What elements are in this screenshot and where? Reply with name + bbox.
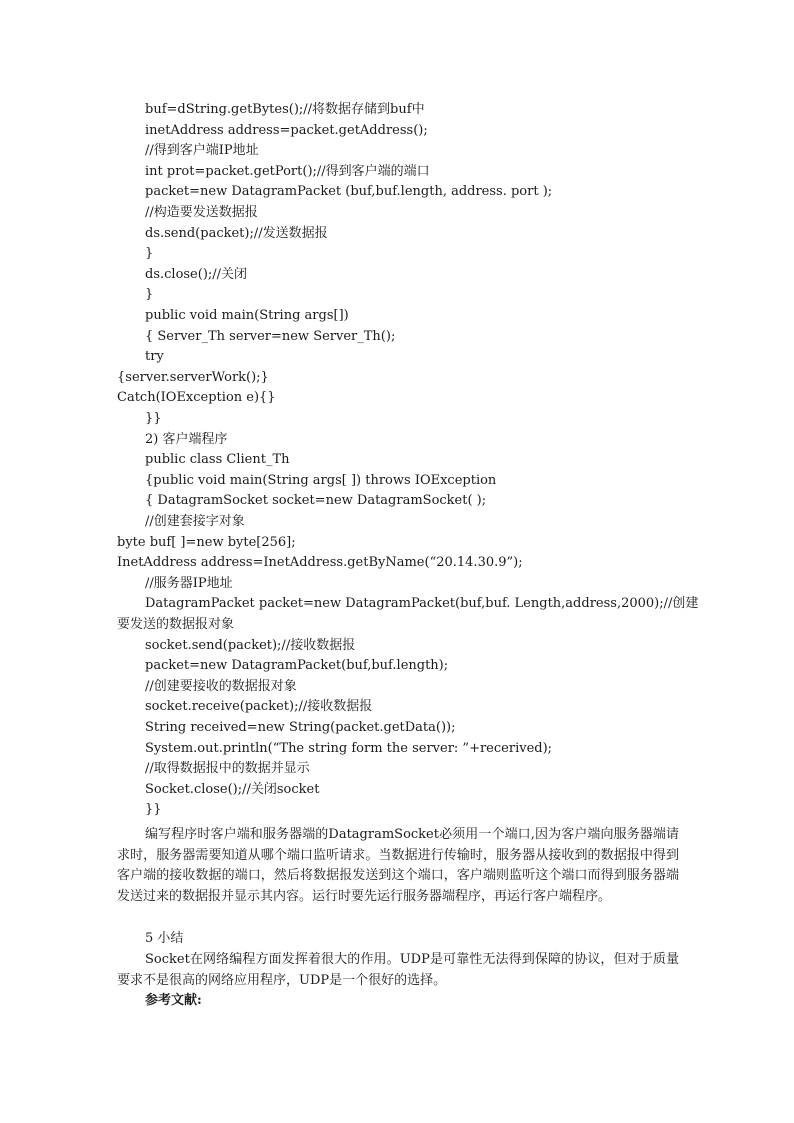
code-line: } — [145, 287, 154, 303]
code-line: 要发送的数据报对象 — [117, 617, 235, 632]
paragraph-summary: Socket在网络编程方面发挥着很大的作用。UDP是可靠性无法得到保障的协议，但对于质量要求不是很高的网络应用程序，UDP是一个很好的选择。 — [117, 952, 679, 988]
code-line: }} — [145, 411, 162, 426]
references-heading: 参考文献: — [145, 993, 202, 1008]
code-line: ds.close();//关闭 — [145, 266, 248, 282]
code-line: byte buf[ ]=new byte[256]; — [117, 534, 296, 550]
code-line: DatagramPacket packet=new DatagramPacket(buf,buf. Length,address,2000);//创建 — [145, 596, 699, 612]
paragraph-explanation: 编写程序时客户端和服务器端的DatagramSocket必须用一个端口,因为客户端向服务器端请求时，服务器需要知道从哪个端口监听请求。当数据进行传输时，服务器从接收到的数据报中得到客户端的接收数据的端口，然后将数据报发送到这个端口，客户端则监听这个端口而得到服务器端发送过来的数据报并显示其内容。运行时要先运行服务器端程序，再运行客户端程序。 — [117, 827, 679, 904]
code-line: public class Client_Th — [145, 452, 290, 468]
code-line: int prot=packet.getPort();//得到客户端的端口 — [145, 163, 430, 179]
code-line: //取得数据报中的数据并显示 — [145, 761, 310, 777]
code-line: //创建要接收的数据报对象 — [145, 678, 297, 694]
code-line: { Server_Th server=new Server_Th(); — [145, 328, 396, 344]
code-line: { DatagramSocket socket=new DatagramSocket( ); — [145, 493, 487, 509]
code-line: buf=dString.getBytes();//将数据存储到buf中 — [145, 102, 425, 117]
code-line: }} — [145, 802, 162, 818]
code-line: socket.receive(packet);//接收数据报 — [145, 699, 373, 715]
code-line: InetAddress address=InetAddress.getByName(“20.14.30.9”); — [117, 555, 523, 571]
code-line: try — [145, 349, 164, 365]
code-line: {server.serverWork();} — [117, 369, 269, 385]
code-line: {public void main(String args[ ]) throws IOException — [145, 472, 497, 488]
code-line: //得到客户端IP地址 — [145, 143, 259, 159]
section-heading-summary: 5 小结 — [145, 931, 184, 946]
code-line: inetAddress address=packet.getAddress(); — [145, 122, 428, 138]
code-line: } — [145, 246, 154, 262]
code-line: packet=new DatagramPacket (buf,buf.length, address. port ); — [145, 184, 553, 200]
code-line: public void main(String args[]) — [145, 308, 349, 323]
code-line: Socket.close();//关闭socket — [145, 781, 320, 797]
code-line: socket.send(packet);//接收数据报 — [145, 637, 356, 653]
code-line: ds.send(packet);//发送数据报 — [145, 225, 328, 241]
code-line: //服务器IP地址 — [145, 575, 233, 591]
code-line: Catch(IOException e){} — [117, 390, 276, 406]
code-line: System.out.println(“The string form the server: ”+recerived); — [145, 740, 553, 756]
code-line: packet=new DatagramPacket(buf,buf.length); — [145, 658, 449, 674]
code-line: 2) 客户端程序 — [145, 431, 228, 447]
code-line: //构造要发送数据报 — [145, 205, 258, 220]
code-line: //创建套接字对象 — [145, 514, 245, 529]
code-line: String received=new String(packet.getData()); — [145, 720, 456, 735]
